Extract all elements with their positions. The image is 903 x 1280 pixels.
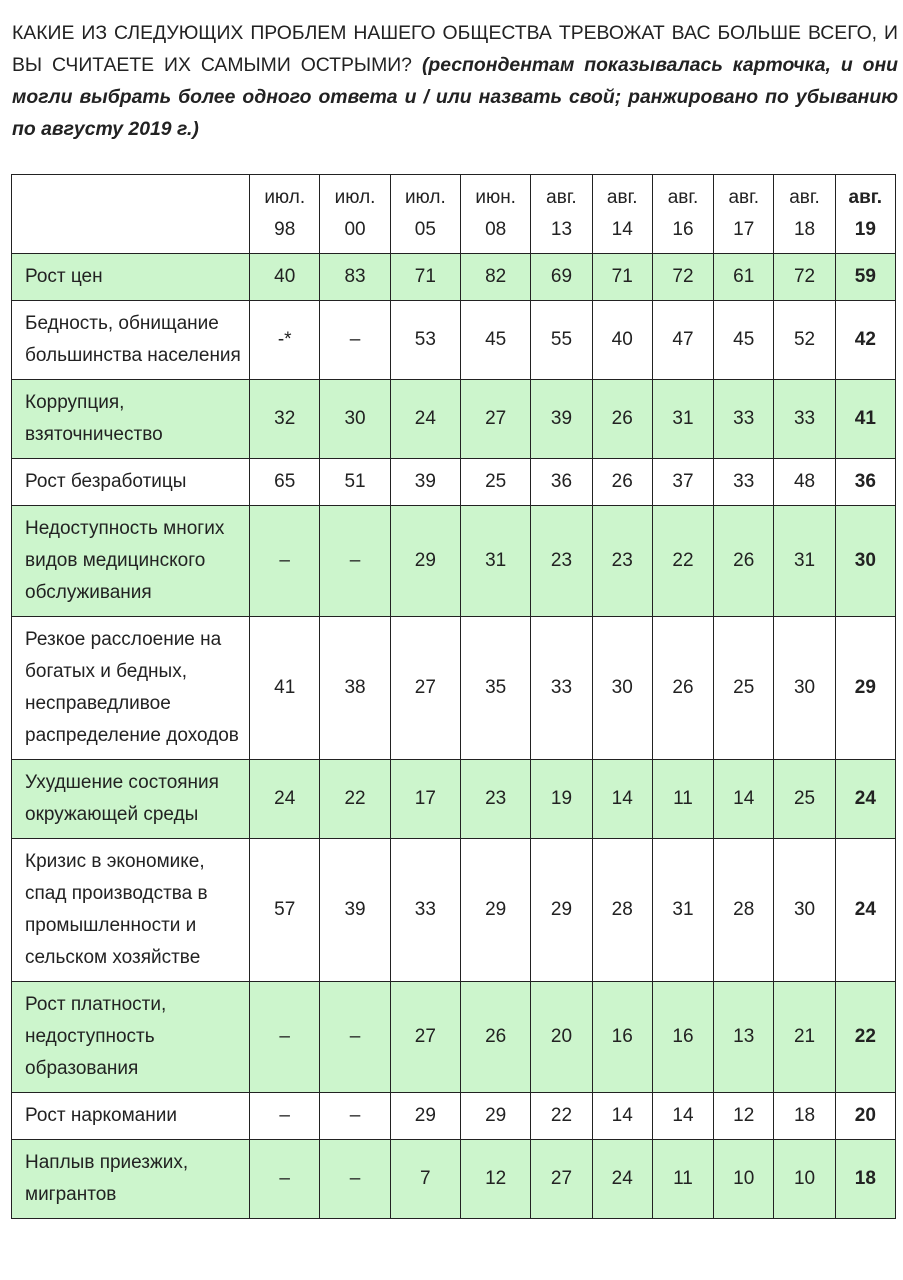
table-cell: 29: [461, 839, 531, 982]
table-cell: 52: [774, 301, 835, 380]
table-cell: 27: [461, 380, 531, 459]
table-cell: 30: [774, 839, 835, 982]
table-cell: 36: [835, 459, 895, 506]
column-header: [592, 175, 652, 254]
column-header: [835, 175, 895, 254]
table-cell: 28: [592, 839, 652, 982]
table-cell: 39: [320, 839, 390, 982]
table-cell: 23: [531, 506, 592, 617]
table-cell: 72: [774, 254, 835, 301]
table-cell: –: [320, 301, 390, 380]
column-header: [531, 175, 592, 254]
row-label: Коррупция, взяточничество: [12, 380, 250, 459]
table-cell: 27: [390, 617, 460, 760]
table-cell: –: [250, 1140, 320, 1219]
table-cell: 17: [390, 760, 460, 839]
table-cell: 38: [320, 617, 390, 760]
table-cell: 28: [714, 839, 774, 982]
table-cell: 29: [390, 1093, 460, 1140]
table-cell: 31: [652, 839, 713, 982]
column-header-year: 17: [733, 219, 755, 240]
survey-question: [12, 17, 898, 145]
table-cell: 24: [835, 839, 895, 982]
column-header-year: 05: [414, 219, 436, 240]
table-cell: 22: [652, 506, 713, 617]
table-row: [12, 254, 896, 301]
table-cell: 31: [652, 380, 713, 459]
table-row: [12, 380, 896, 459]
table-cell: 26: [714, 506, 774, 617]
table-cell: –: [320, 506, 390, 617]
column-header-year: 16: [672, 219, 694, 240]
table-cell: 33: [714, 380, 774, 459]
table-cell: 33: [531, 617, 592, 760]
table-row: [12, 760, 896, 839]
column-header-month: авг.: [606, 187, 638, 208]
table-cell: -*: [250, 301, 320, 380]
table-row: [12, 982, 896, 1093]
table-cell: 69: [531, 254, 592, 301]
table-cell: 22: [531, 1093, 592, 1140]
column-header-month: авг.: [848, 187, 883, 208]
survey-table: [11, 174, 896, 1219]
column-header-year: 00: [344, 219, 366, 240]
table-cell: 29: [835, 617, 895, 760]
table-cell: 20: [531, 982, 592, 1093]
column-header: [714, 175, 774, 254]
table-cell: 39: [390, 459, 460, 506]
table-cell: 29: [390, 506, 460, 617]
table-cell: 45: [461, 301, 531, 380]
table-cell: 65: [250, 459, 320, 506]
column-header-month: авг.: [546, 187, 577, 208]
table-cell: 72: [652, 254, 713, 301]
row-label: Рост платности, недоступность образования: [12, 982, 250, 1093]
table-cell: 14: [714, 760, 774, 839]
column-header-month: июл.: [334, 187, 376, 208]
table-cell: –: [320, 1093, 390, 1140]
table-cell: 31: [774, 506, 835, 617]
question-title: КАКИЕ ИЗ СЛЕДУЮЩИХ ПРОБЛЕМ НАШЕГО ОБЩЕСТВА ТРЕВОЖАТ ВАС БОЛЬШЕ ВСЕГО, И ВЫ СЧИТАЕТЕ ИХ САМЫМИ ОСТРЫМИ?: [12, 22, 898, 76]
table-cell: 29: [461, 1093, 531, 1140]
table-cell: 25: [774, 760, 835, 839]
table-body: [12, 254, 896, 1219]
table-cell: 26: [461, 982, 531, 1093]
column-header-month: июл.: [264, 187, 306, 208]
column-header: [390, 175, 460, 254]
table-cell: 41: [250, 617, 320, 760]
table-cell: –: [250, 982, 320, 1093]
table-cell: 19: [531, 760, 592, 839]
table-cell: 59: [835, 254, 895, 301]
table-cell: 57: [250, 839, 320, 982]
table-cell: 16: [652, 982, 713, 1093]
table-row: [12, 1140, 896, 1219]
row-label: Наплыв приезжих, мигрантов: [12, 1140, 250, 1219]
table-cell: 27: [390, 982, 460, 1093]
table-cell: 71: [592, 254, 652, 301]
table-cell: –: [250, 1093, 320, 1140]
table-cell: 14: [652, 1093, 713, 1140]
header-row: [12, 175, 896, 254]
header-corner-cell: [12, 175, 250, 254]
table-cell: 18: [835, 1140, 895, 1219]
table-cell: 11: [652, 760, 713, 839]
table-cell: 30: [774, 617, 835, 760]
column-header-month: авг.: [667, 187, 699, 208]
column-header: [250, 175, 320, 254]
column-header: [320, 175, 390, 254]
table-row: [12, 301, 896, 380]
table-cell: 21: [774, 982, 835, 1093]
table-cell: 40: [592, 301, 652, 380]
table-cell: 31: [461, 506, 531, 617]
table-row: [12, 506, 896, 617]
table-cell: 24: [250, 760, 320, 839]
column-header-year: 18: [793, 219, 816, 240]
table-cell: 71: [390, 254, 460, 301]
column-header-year: 19: [854, 219, 876, 240]
table-cell: 32: [250, 380, 320, 459]
table-cell: 10: [774, 1140, 835, 1219]
column-header: [774, 175, 835, 254]
table-cell: 22: [320, 760, 390, 839]
column-header-year: 98: [274, 219, 296, 240]
table-cell: 61: [714, 254, 774, 301]
table-cell: 12: [714, 1093, 774, 1140]
table-cell: 42: [835, 301, 895, 380]
column-header-month: авг.: [789, 187, 820, 208]
table-cell: 33: [774, 380, 835, 459]
table-cell: 35: [461, 617, 531, 760]
row-label: Бедность, обнищание большинства населения: [12, 301, 250, 380]
table-cell: 18: [774, 1093, 835, 1140]
column-header: [461, 175, 531, 254]
table-cell: 40: [250, 254, 320, 301]
row-label: Резкое расслоение на богатых и бедных, несправедливое распределение доходов: [12, 617, 250, 760]
table-cell: 14: [592, 1093, 652, 1140]
table-cell: 26: [652, 617, 713, 760]
table-cell: 47: [652, 301, 713, 380]
table-cell: 33: [714, 459, 774, 506]
table-cell: 20: [835, 1093, 895, 1140]
table-cell: 26: [592, 459, 652, 506]
column-header-month: июн.: [475, 187, 516, 208]
row-label: Ухудшение состояния окружающей среды: [12, 760, 250, 839]
table-cell: 39: [531, 380, 592, 459]
table-cell: 26: [592, 380, 652, 459]
table-cell: 51: [320, 459, 390, 506]
table-cell: 24: [835, 760, 895, 839]
table-cell: 36: [531, 459, 592, 506]
table-cell: 45: [714, 301, 774, 380]
table-cell: –: [320, 982, 390, 1093]
table-row: [12, 1093, 896, 1140]
column-header: [652, 175, 713, 254]
table-cell: 24: [390, 380, 460, 459]
column-header-year: 13: [550, 219, 573, 240]
row-label: Кризис в экономике, спад производства в промышленности и сельском хозяйстве: [12, 839, 250, 982]
table-cell: 37: [652, 459, 713, 506]
column-header-month: июл.: [404, 187, 446, 208]
table-row: [12, 459, 896, 506]
table-cell: 55: [531, 301, 592, 380]
table-cell: 27: [531, 1140, 592, 1219]
table-cell: 30: [592, 617, 652, 760]
table-cell: 23: [592, 506, 652, 617]
table-cell: 33: [390, 839, 460, 982]
question-note: (респондентам показывалась карточка, и они могли выбрать более одного ответа и / или назвать свой; ранжировано по убыванию по августу 2019 г.): [12, 54, 899, 140]
table-header: [12, 175, 896, 254]
table-cell: 23: [461, 760, 531, 839]
row-label: Рост цен: [12, 254, 250, 301]
table-cell: 53: [390, 301, 460, 380]
table-cell: 48: [774, 459, 835, 506]
row-label: Рост безработицы: [12, 459, 250, 506]
table-cell: 12: [461, 1140, 531, 1219]
table-cell: 25: [461, 459, 531, 506]
column-header-year: 14: [611, 219, 633, 240]
table-cell: 13: [714, 982, 774, 1093]
table-cell: 16: [592, 982, 652, 1093]
column-header-year: 08: [485, 219, 507, 240]
table-cell: 22: [835, 982, 895, 1093]
table-cell: 10: [714, 1140, 774, 1219]
table-cell: 83: [320, 254, 390, 301]
table-cell: 7: [390, 1140, 460, 1219]
table-cell: 24: [592, 1140, 652, 1219]
table-cell: –: [320, 1140, 390, 1219]
table-cell: 30: [835, 506, 895, 617]
table-cell: 29: [531, 839, 592, 982]
row-label: Рост наркомании: [12, 1093, 250, 1140]
row-label: Недоступность многих видов медицинского обслуживания: [12, 506, 250, 617]
table-row: [12, 839, 896, 982]
table-cell: 82: [461, 254, 531, 301]
table-cell: 41: [835, 380, 895, 459]
table-row: [12, 617, 896, 760]
column-header-month: авг.: [728, 187, 760, 208]
table-cell: 11: [652, 1140, 713, 1219]
table-cell: 25: [714, 617, 774, 760]
table-cell: 14: [592, 760, 652, 839]
table-cell: 30: [320, 380, 390, 459]
table-cell: –: [250, 506, 320, 617]
